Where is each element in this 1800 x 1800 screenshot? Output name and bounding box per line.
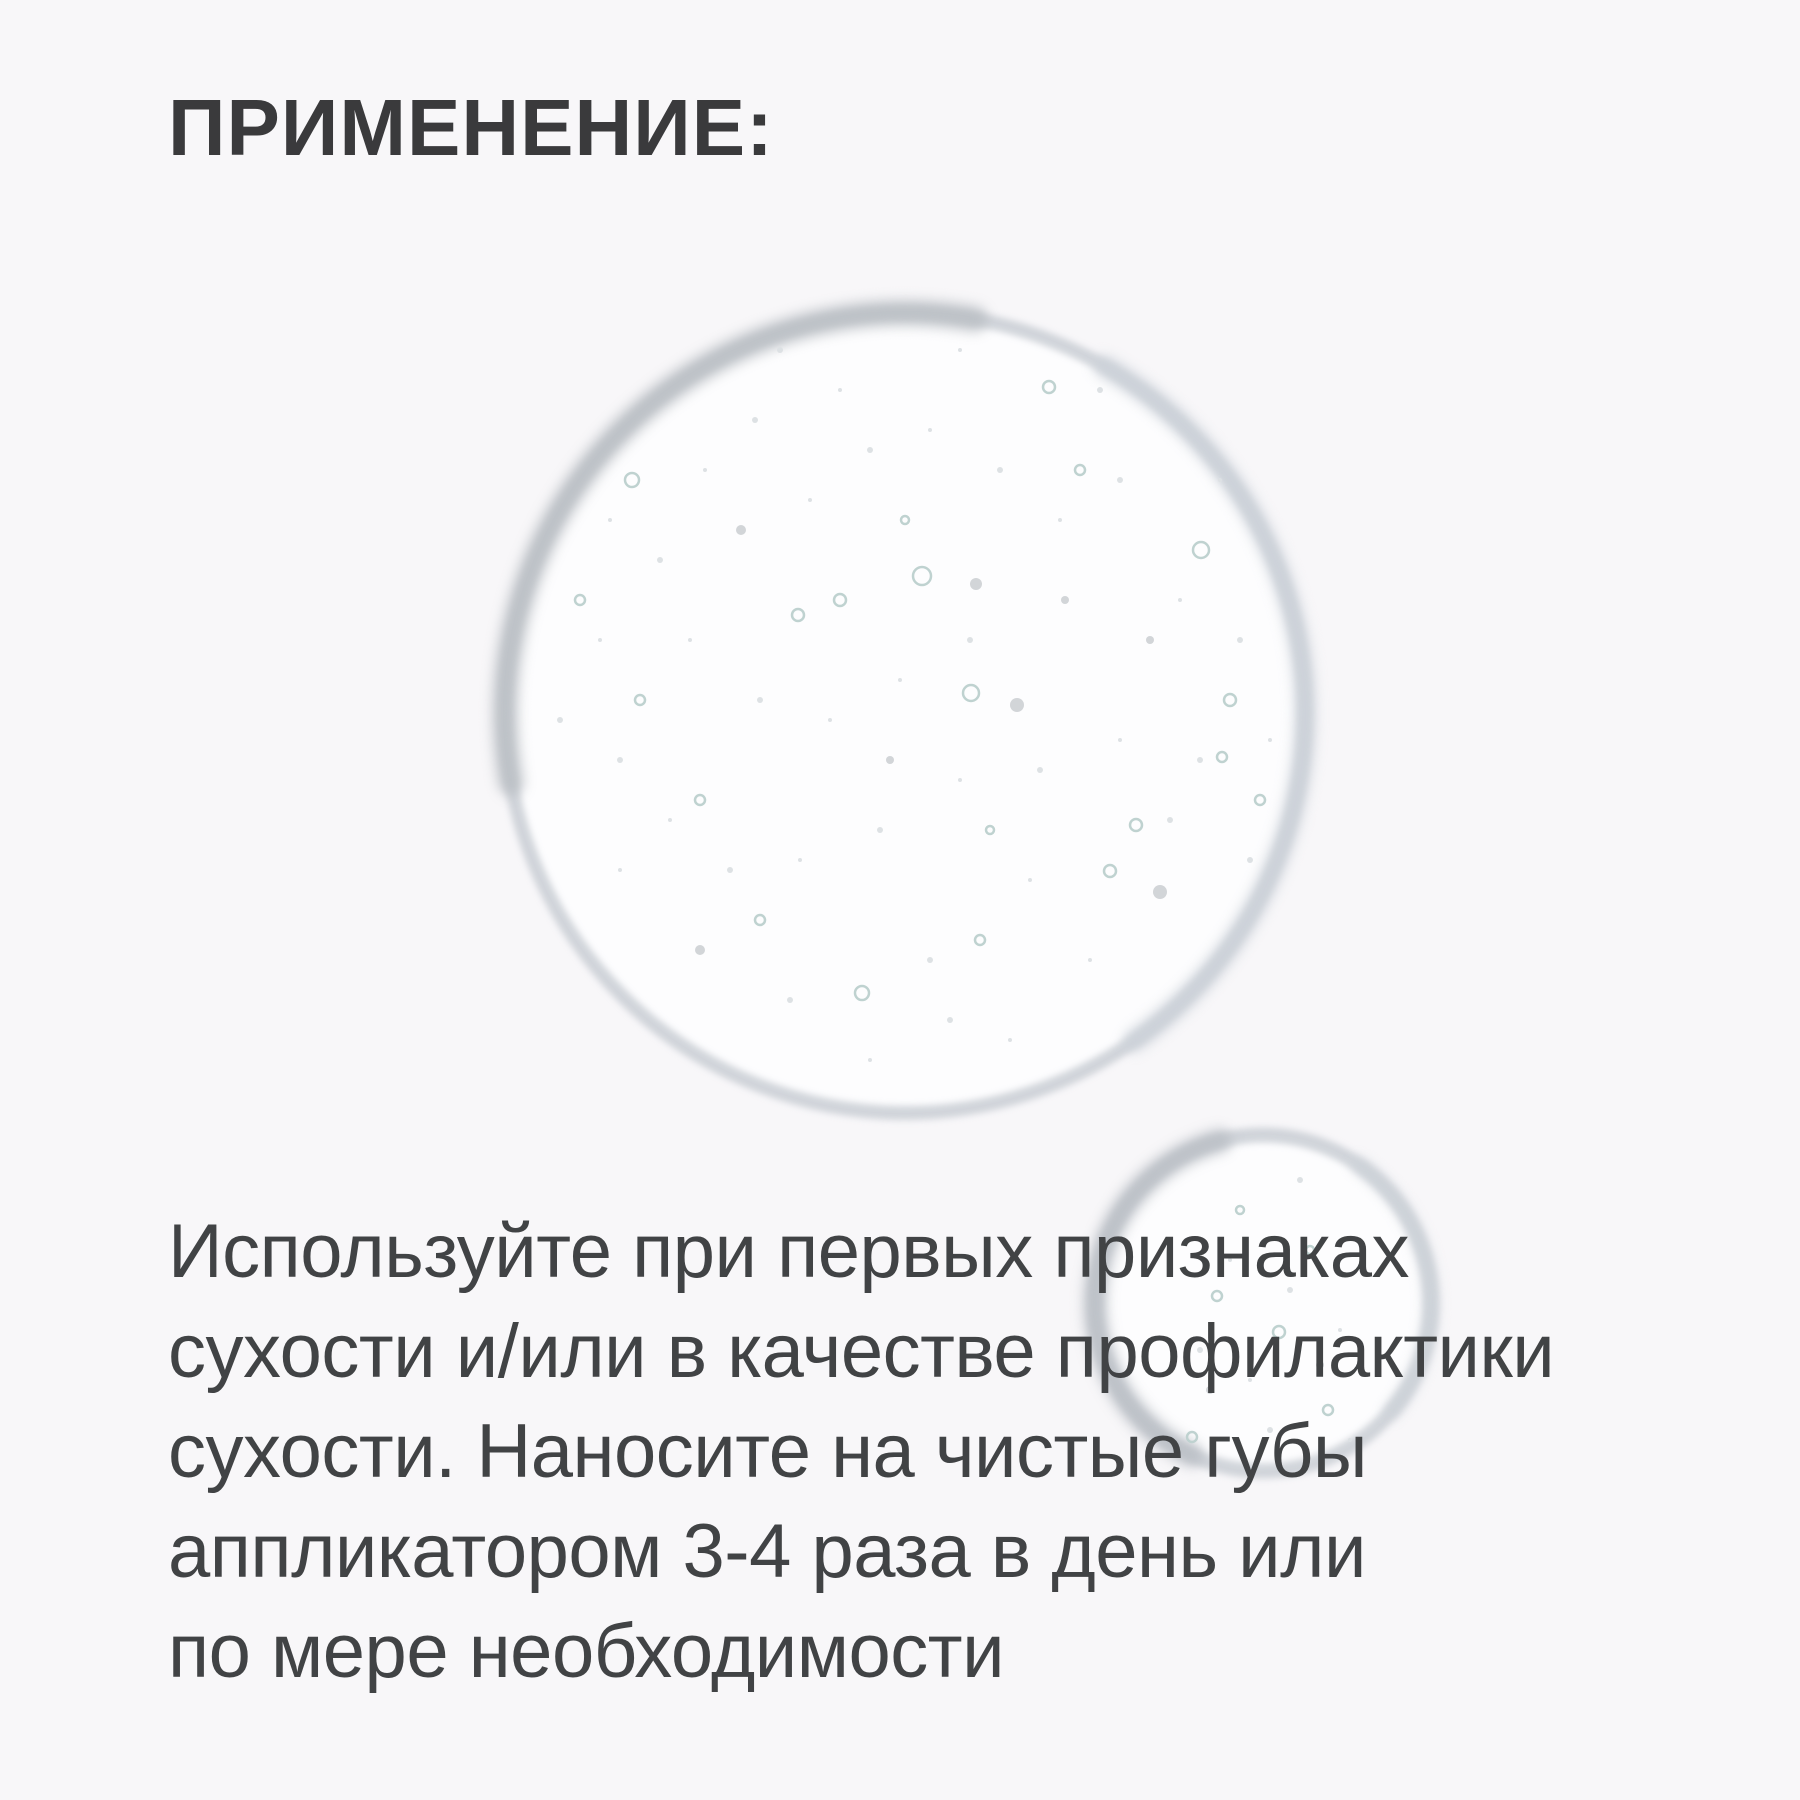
gel-bubble (1268, 738, 1272, 742)
gel-bubble (1088, 958, 1092, 962)
usage-line-4: аппликатором 3-4 раза в день или (168, 1509, 1366, 1594)
gel-bubble (608, 518, 612, 522)
gel-bubble (1218, 478, 1222, 482)
gel-bubble (886, 756, 894, 764)
gel-bubble (928, 428, 932, 432)
gel-bubble (927, 957, 933, 963)
gel-bubble (1117, 477, 1123, 483)
usage-line-1: Используйте при первых признаках (168, 1209, 1410, 1294)
gel-bubble (1146, 636, 1154, 644)
gel-bubble (967, 637, 973, 643)
gel-bubble (1153, 885, 1167, 899)
gel-bubble (947, 1017, 953, 1023)
gel-bubble (868, 1058, 872, 1062)
gel-bubble (736, 525, 746, 535)
gel-bubble (958, 778, 962, 782)
gel-bubble (1197, 757, 1203, 763)
gel-bubble (1097, 387, 1103, 393)
gel-bubble (1008, 1038, 1012, 1042)
gel-bubble (657, 557, 663, 563)
gel-bubble (777, 347, 783, 353)
gel-bubble (808, 498, 812, 502)
gel-bubble (970, 578, 982, 590)
gel-bubble (1297, 1177, 1303, 1183)
usage-line-3: сухости. Наносите на чистые губы (168, 1409, 1368, 1494)
gel-bubble (1237, 637, 1243, 643)
gel-bubble (1118, 738, 1122, 742)
gel-bubble (798, 858, 802, 862)
usage-instructions (168, 1202, 1554, 1702)
gel-bubble (727, 867, 733, 873)
gel-bubble (688, 638, 692, 642)
gel-bubble (838, 388, 842, 392)
gel-bubble (1178, 598, 1182, 602)
gel-bubble (1037, 767, 1043, 773)
gel-bubble (703, 468, 707, 472)
gel-bubble (898, 678, 902, 682)
gel-bubble (1058, 518, 1062, 522)
section-heading: ПРИМЕНЕНИЕ: (168, 83, 774, 172)
gel-bubble (668, 818, 672, 822)
gel-bubble (752, 417, 758, 423)
gel-bubble (757, 697, 763, 703)
usage-line-5: по мере необходимости (168, 1609, 1005, 1694)
gel-bubble (598, 638, 602, 642)
usage-line-2: сухости и/или в качестве профилактики (168, 1309, 1555, 1394)
gel-bubble (618, 868, 622, 872)
gel-bubble (958, 348, 962, 352)
gel-bubble (877, 827, 883, 833)
gel-bubble (557, 717, 563, 723)
gel-bubble (787, 997, 793, 1003)
gel-bubble (1247, 857, 1253, 863)
gel-bubble (1061, 596, 1069, 604)
gel-bubble (997, 467, 1003, 473)
gel-bubble (695, 945, 705, 955)
gel-bubble (617, 757, 623, 763)
gel-bubble (1167, 817, 1173, 823)
gel-bubble (1010, 698, 1024, 712)
gel-bubble (1028, 878, 1032, 882)
gel-bubble (828, 718, 832, 722)
gel-bubble (867, 447, 873, 453)
